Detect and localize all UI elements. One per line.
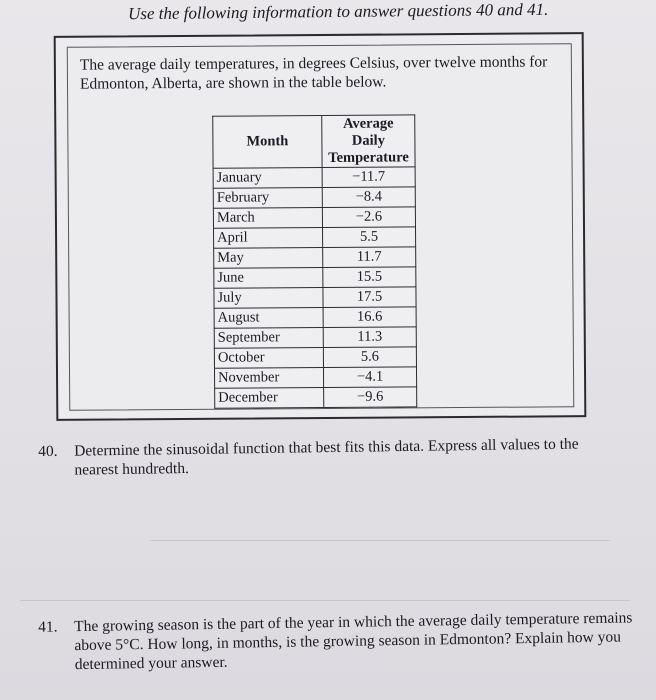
month-cell: February [213, 187, 322, 208]
table-row [214, 347, 416, 368]
temperature-cell: 15.5 [323, 267, 416, 288]
temperature-cell: −11.7 [322, 167, 415, 188]
table-row [214, 367, 416, 388]
temperature-cell: 5.5 [323, 227, 416, 248]
temperature-cell: −2.6 [322, 207, 415, 228]
table-row [214, 267, 416, 288]
table-row [215, 387, 417, 408]
table-row [213, 207, 415, 228]
temperature-table [212, 114, 417, 408]
intro-text: The average daily temperatures, in degrees Celsius, over twelve months for Edmonton, Alberta, are shown in the table below. [79, 53, 548, 93]
table-row [213, 167, 415, 188]
temperature-cell: 17.5 [323, 287, 416, 308]
table-row [214, 227, 416, 248]
temperature-cell: −8.4 [322, 187, 415, 208]
table-row [214, 287, 416, 308]
question-number: 40. [38, 442, 58, 461]
information-box [54, 32, 587, 421]
month-cell: November [214, 367, 323, 388]
month-cell: May [214, 247, 323, 268]
temperature-cell: 5.6 [323, 347, 416, 368]
temperature-cell: 11.3 [323, 327, 416, 348]
question-text: The growing season is the part of the year in which the average daily temperature remains above 5°C. How long, in months, is the growing season in Edmonton? Explain how you determined your answer. [74, 609, 633, 674]
month-cell: January [213, 167, 322, 188]
temperature-cell: −9.6 [324, 387, 417, 408]
table-row [214, 307, 416, 328]
table-row [214, 327, 416, 348]
instructions-heading: Use the following information to answer questions 40 and 41. [127, 0, 549, 24]
month-cell: August [214, 307, 323, 328]
month-cell: October [214, 347, 323, 368]
month-cell: June [214, 267, 323, 288]
month-cell: December [215, 387, 324, 408]
question-text: Determine the sinusoidal function that best fits this data. Express all values to the nearest hundredth. [74, 435, 579, 479]
month-cell: July [214, 287, 323, 308]
month-cell: September [214, 327, 323, 348]
faint-divider [150, 540, 610, 541]
month-cell: April [214, 227, 323, 248]
question-40 [38, 434, 628, 479]
month-cell: March [213, 207, 322, 228]
table-header-row [213, 115, 415, 168]
table-row [214, 247, 416, 268]
question-41 [38, 608, 638, 674]
table-row [213, 187, 415, 208]
information-box-inner-border [67, 43, 575, 411]
temperature-column-header: Average Daily Temperature [322, 115, 415, 168]
question-number: 41. [38, 618, 58, 636]
faint-divider [20, 600, 630, 601]
temperature-cell: 16.6 [323, 307, 416, 328]
temperature-cell: 11.7 [323, 247, 416, 268]
month-column-header: Month [213, 115, 322, 168]
temperature-cell: −4.1 [323, 367, 416, 388]
